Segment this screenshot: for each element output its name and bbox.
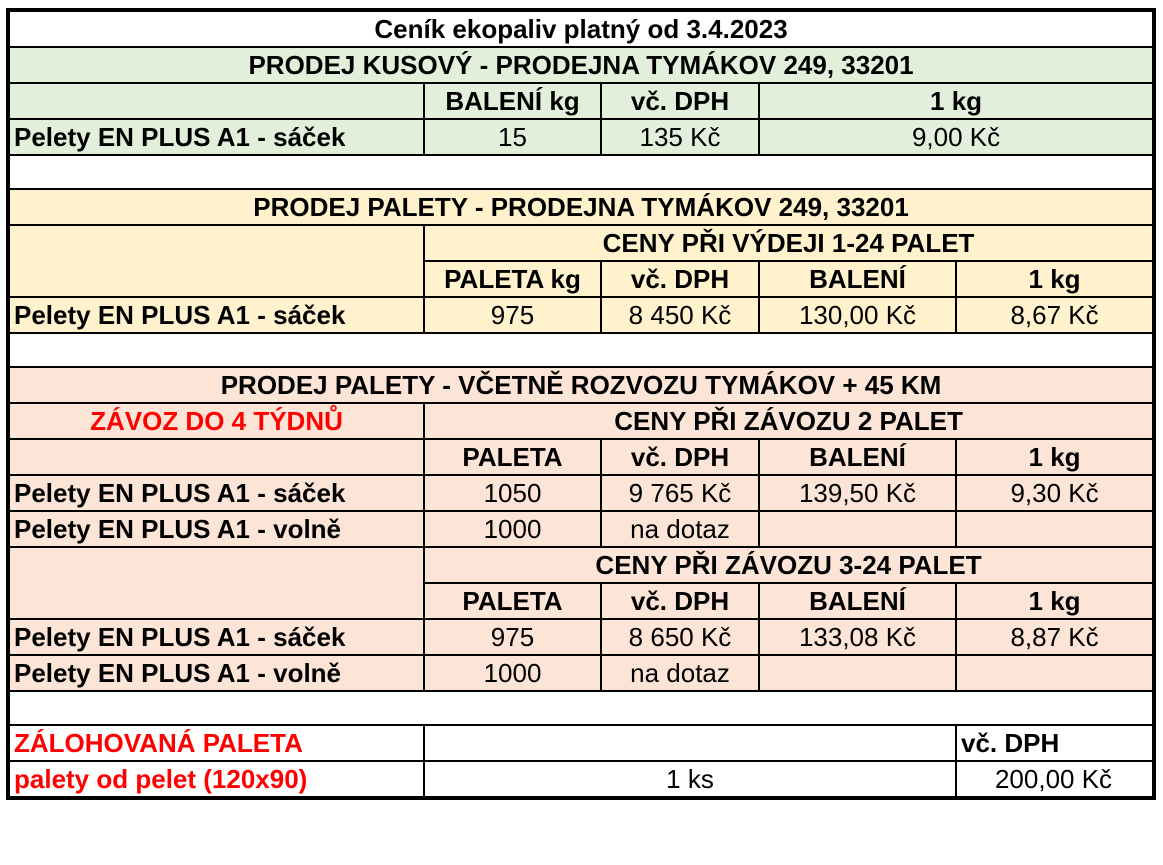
dph-value: 9 765 Kč <box>601 475 759 511</box>
deposit-label: ZÁLOHOVANÁ PALETA <box>8 725 424 761</box>
header-vc-dph: vč. DPH <box>601 583 759 619</box>
empty-cell <box>8 83 424 119</box>
paleta-value: 975 <box>424 619 601 655</box>
empty-cell <box>424 725 956 761</box>
deposit-item: palety od pelet (120x90) <box>8 761 424 798</box>
kg-price-value: 9,00 Kč <box>759 119 1154 155</box>
section2-heading-row <box>8 189 1154 225</box>
header-1kg: 1 kg <box>956 261 1154 297</box>
dph-value: 8 650 Kč <box>601 619 759 655</box>
section3-heading-row <box>8 367 1154 403</box>
header-baleni: BALENÍ <box>759 261 956 297</box>
header-1kg: 1 kg <box>759 83 1154 119</box>
spacer-row <box>8 333 1154 367</box>
deposit-row <box>8 761 1154 798</box>
deposit-qty: 1 ks <box>424 761 956 798</box>
header-paleta: PALETA <box>424 439 601 475</box>
section2-subheading-row <box>8 225 1154 261</box>
empty-cell <box>8 155 1154 189</box>
header-vc-dph: vč. DPH <box>601 83 759 119</box>
header-1kg: 1 kg <box>956 439 1154 475</box>
kg-price-value <box>956 511 1154 547</box>
paleta-value: 1000 <box>424 511 601 547</box>
product-name: Pelety EN PLUS A1 - volně <box>8 511 424 547</box>
section1-heading: PRODEJ KUSOVÝ - PRODEJNA TYMÁKOV 249, 33201 <box>8 47 1154 83</box>
paleta-value: 1050 <box>424 475 601 511</box>
baleni-value: 133,08 Kč <box>759 619 956 655</box>
table-row <box>8 511 1154 547</box>
header-baleni-kg: BALENÍ kg <box>424 83 601 119</box>
kg-price-value <box>956 655 1154 691</box>
delivery-note: ZÁVOZ DO 4 TÝDNŮ <box>8 403 424 439</box>
section3-group2-subheading-row <box>8 547 1154 583</box>
dph-value: 135 Kč <box>601 119 759 155</box>
header-baleni: BALENÍ <box>759 439 956 475</box>
section2-heading: PRODEJ PALETY - PRODEJNA TYMÁKOV 249, 33201 <box>8 189 1154 225</box>
table-row <box>8 619 1154 655</box>
section3-group2-subheading: CENY PŘI ZÁVOZU 3-24 PALET <box>424 547 1154 583</box>
section3-subheading-row <box>8 403 1154 439</box>
spacer-row <box>8 691 1154 725</box>
baleni-value: 130,00 Kč <box>759 297 956 333</box>
header-vc-dph: vč. DPH <box>601 439 759 475</box>
spacer-row <box>8 155 1154 189</box>
deposit-dph-header: vč. DPH <box>956 725 1154 761</box>
empty-cell <box>8 547 424 619</box>
baleni-value <box>759 655 956 691</box>
table-row <box>8 655 1154 691</box>
section1-heading-row <box>8 47 1154 83</box>
baleni-value: 15 <box>424 119 601 155</box>
empty-cell <box>8 439 424 475</box>
header-vc-dph: vč. DPH <box>601 261 759 297</box>
dph-value: na dotaz <box>601 511 759 547</box>
deposit-header-row <box>8 725 1154 761</box>
header-paleta-kg: PALETA kg <box>424 261 601 297</box>
kg-price-value: 8,67 Kč <box>956 297 1154 333</box>
price-list-table <box>6 8 1156 800</box>
baleni-value <box>759 511 956 547</box>
header-paleta: PALETA <box>424 583 601 619</box>
title-row <box>8 10 1154 47</box>
paleta-value: 1000 <box>424 655 601 691</box>
kg-price-value: 8,87 Kč <box>956 619 1154 655</box>
section3-heading: PRODEJ PALETY - VČETNĚ ROZVOZU TYMÁKOV + 45 KM <box>8 367 1154 403</box>
section2-subheading: CENY PŘI VÝDEJI 1-24 PALET <box>424 225 1154 261</box>
empty-cell <box>8 333 1154 367</box>
section1-header-row <box>8 83 1154 119</box>
product-name: Pelety EN PLUS A1 - sáček <box>8 119 424 155</box>
deposit-price: 200,00 Kč <box>956 761 1154 798</box>
table-row <box>8 297 1154 333</box>
baleni-value: 139,50 Kč <box>759 475 956 511</box>
product-name: Pelety EN PLUS A1 - sáček <box>8 297 424 333</box>
empty-cell <box>8 225 424 297</box>
dph-value: na dotaz <box>601 655 759 691</box>
kg-price-value: 9,30 Kč <box>956 475 1154 511</box>
section3-group1-header-row <box>8 439 1154 475</box>
paleta-value: 975 <box>424 297 601 333</box>
table-row <box>8 475 1154 511</box>
page-title: Ceník ekopaliv platný od 3.4.2023 <box>8 10 1154 47</box>
empty-cell <box>8 691 1154 725</box>
header-baleni: BALENÍ <box>759 583 956 619</box>
dph-value: 8 450 Kč <box>601 297 759 333</box>
table-row <box>8 119 1154 155</box>
section3-group1-subheading: CENY PŘI ZÁVOZU 2 PALET <box>424 403 1154 439</box>
product-name: Pelety EN PLUS A1 - sáček <box>8 475 424 511</box>
product-name: Pelety EN PLUS A1 - sáček <box>8 619 424 655</box>
header-1kg: 1 kg <box>956 583 1154 619</box>
product-name: Pelety EN PLUS A1 - volně <box>8 655 424 691</box>
